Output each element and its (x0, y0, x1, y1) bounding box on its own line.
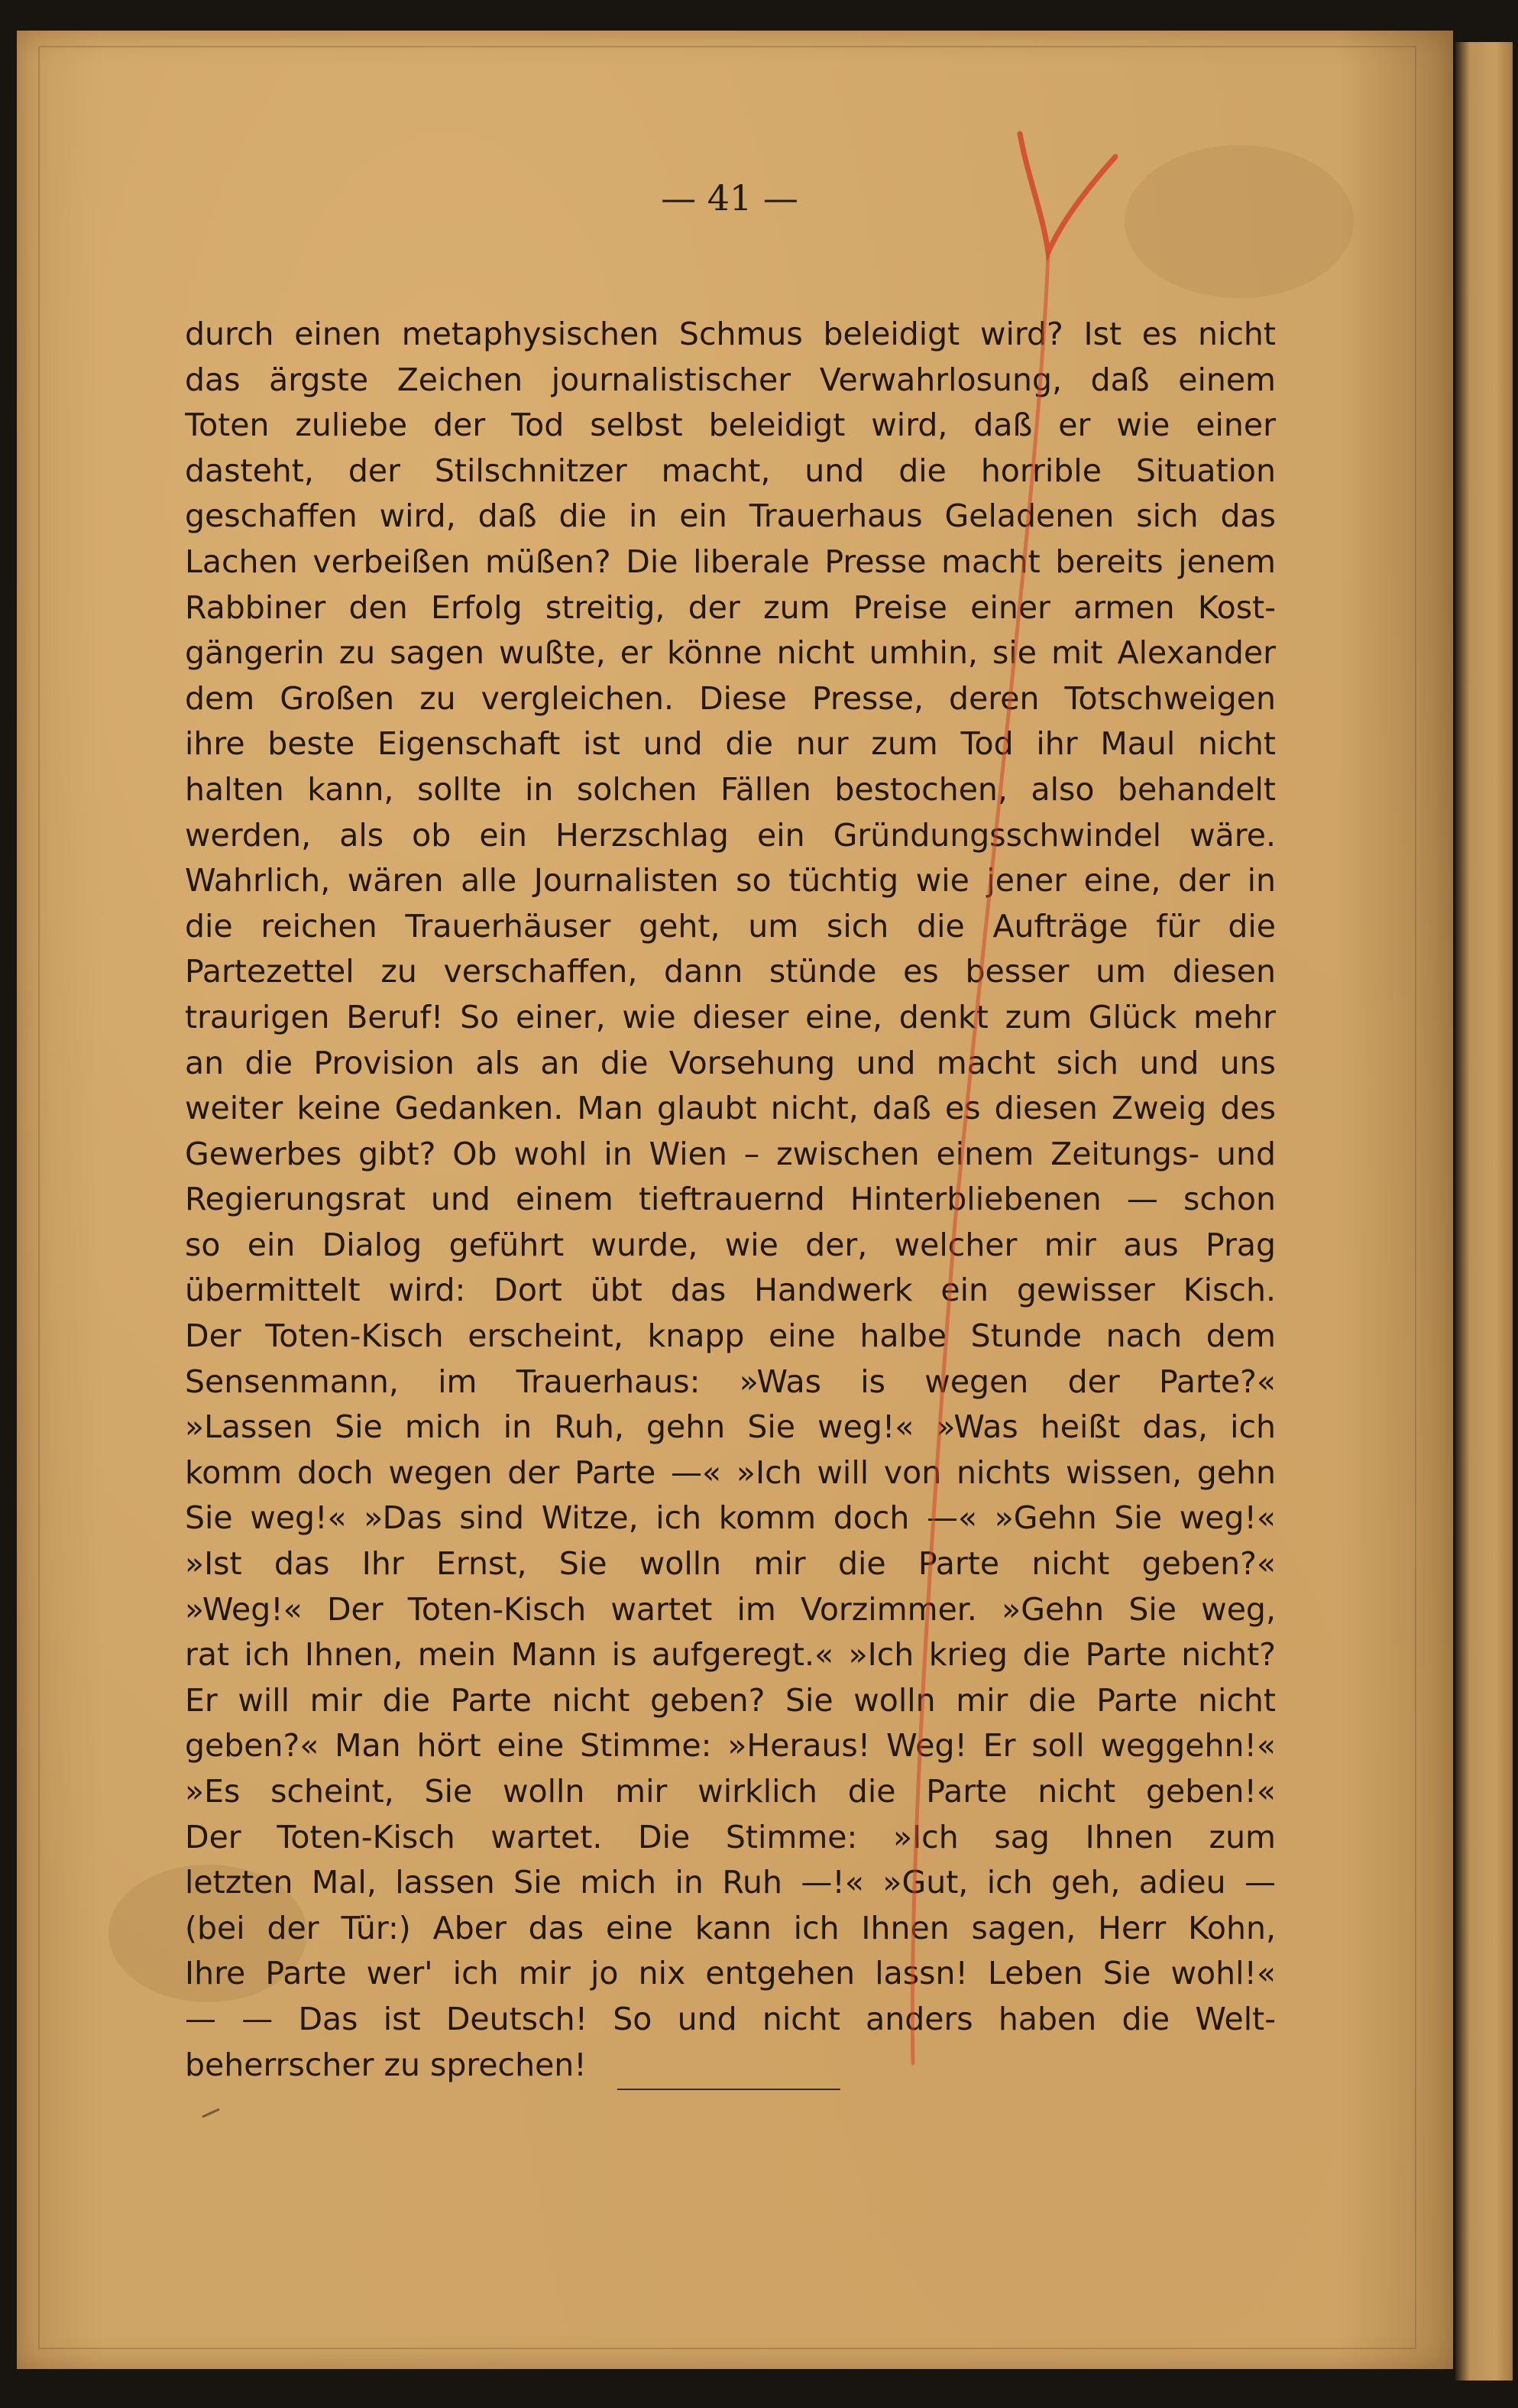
text-line: das ärgste Zeichen journalistischer Verwahrlosung, daß einem (185, 361, 1276, 398)
adjacent-page-edge (1455, 42, 1513, 2380)
text-line: Ihre Parte wer' ich mir jo nix entgehen lassn! Leben Sie wohl!« (185, 1955, 1276, 1992)
body-text (185, 312, 1276, 2088)
text-line: durch einen metaphysischen Schmus beleidigt wird? Ist es nicht (185, 316, 1276, 352)
text-line: dem Großen zu vergleichen. Diese Presse, deren Totschweigen (185, 679, 1276, 717)
text-line: Sensenmann, im Trauerhaus: »Was is wegen der Parte?« (185, 1363, 1276, 1400)
text-line: werden, als ob ein Herzschlag ein Gründungsschwindel wäre. (185, 816, 1276, 854)
text-line: Wahrlich, wären alle Journalisten so tüchtig wie jener eine, der in (185, 862, 1276, 899)
text-line: so ein Dialog geführt wurde, wie der, welcher mir aus Prag (185, 1226, 1276, 1263)
text-line: »Lassen Sie mich in Ruh, gehn Sie weg!« »Was heißt das, ich (185, 1408, 1276, 1446)
text-line: Regierungsrat und einem tieftrauernd Hinterbliebenen — schon (185, 1181, 1276, 1218)
text-line: (bei der Tür:) Aber das eine kann ich Ihnen sagen, Herr Kohn, (185, 1909, 1276, 1946)
text-line: »Weg!« Der Toten-Kisch wartet im Vorzimmer. »Gehn Sie weg, (185, 1590, 1276, 1628)
text-line: gängerin zu sagen wußte, er könne nicht umhin, sie mit Alexander (185, 634, 1276, 672)
text-line: komm doch wegen der Parte —« »Ich will von nichts wissen, gehn (185, 1454, 1276, 1491)
text-line: die reichen Trauerhäuser geht, um sich die Aufträge für die (185, 907, 1276, 945)
text-line: an die Provision als an die Vorsehung und macht sich und uns (185, 1044, 1276, 1081)
text-line: beherrscher zu sprechen! (185, 2046, 587, 2083)
text-line: dasteht, der Stilschnitzer macht, und die horrible Situation (185, 452, 1276, 489)
text-line: Rabbiner den Erfolg streitig, der zum Preise einer armen Kost- (185, 588, 1276, 626)
text-line: Er will mir die Parte nicht geben? Sie wolln mir die Parte nicht (185, 1681, 1276, 1719)
text-line: »Ist das Ihr Ernst, Sie wolln mir die Parte nicht geben?« (185, 1545, 1276, 1583)
text-line: geschaffen wird, daß die in ein Trauerhaus Geladenen sich das (185, 497, 1276, 535)
text-line: Lachen verbeißen müßen? Die liberale Presse macht bereits jenem (185, 543, 1276, 580)
text-line: »Es scheint, Sie wolln mir wirklich die Parte nicht geben!« (185, 1773, 1276, 1810)
text-line: — — Das ist Deutsch! So und nicht anders haben die Welt- (185, 2000, 1276, 2037)
text-line: rat ich Ihnen, mein Mann is aufgeregt.« »Ich krieg die Parte nicht? (185, 1636, 1276, 1674)
text-line: Toten zuliebe der Tod selbst beleidigt wird, daß er wie einer (185, 407, 1276, 444)
text-line: übermittelt wird: Dort übt das Handwerk ein gewisser Kisch. (185, 1272, 1276, 1309)
text-line: geben?« Man hört eine Stimme: »Heraus! Weg! Er soll weggehn!« (185, 1727, 1276, 1765)
text-line: weiter keine Gedanken. Man glaubt nicht, daß es diesen Zweig des (185, 1090, 1276, 1127)
text-line: Partezettel zu verschaffen, dann stünde es besser um diesen (185, 953, 1276, 990)
text-line: Sie weg!« »Das sind Witze, ich komm doch —« »Gehn Sie weg!« (185, 1499, 1276, 1537)
text-line: Der Toten-Kisch erscheint, knapp eine halbe Stunde nach dem (185, 1317, 1276, 1355)
text-line: halten kann, sollte in solchen Fällen bestochen, also behandelt (185, 770, 1276, 808)
text-line: letzten Mal, lassen Sie mich in Ruh —!« »Gut, ich geh, adieu — (185, 1864, 1276, 1901)
text-line: traurigen Beruf! So einer, wie dieser eine, denkt zum Glück mehr (185, 998, 1276, 1035)
page-number: — 41 — (661, 177, 798, 219)
text-line: ihre beste Eigenschaft ist und die nur zum Tod ihr Maul nicht (185, 725, 1276, 763)
text-line: Gewerbes gibt? Ob wohl in Wien – zwischen einem Zeitungs- und (185, 1135, 1276, 1172)
end-rule (617, 2089, 840, 2090)
text-line: Der Toten-Kisch wartet. Die Stimme: »Ich sag Ihnen zum (185, 1818, 1276, 1855)
paper-stain (1125, 145, 1354, 298)
